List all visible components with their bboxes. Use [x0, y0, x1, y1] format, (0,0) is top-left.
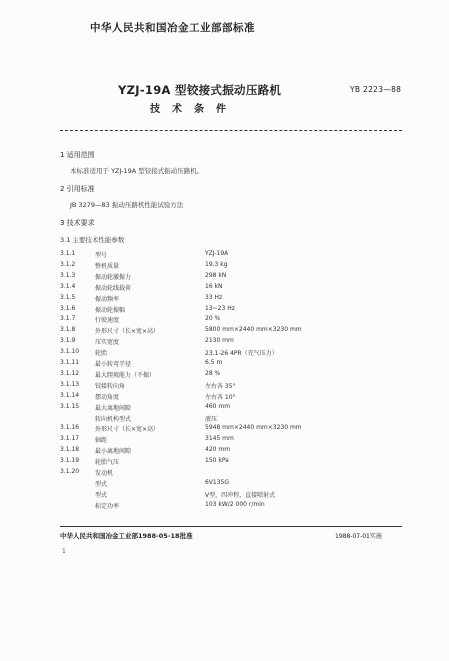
spec-name: 外形尺寸（长×宽×高） — [95, 328, 160, 336]
spec-row — [60, 392, 410, 401]
spec-value: 6V135G — [205, 478, 230, 486]
section-heading-2: 2 引用标准 — [60, 185, 95, 193]
spec-row — [60, 337, 410, 346]
spec-name: 摆动角度 — [95, 393, 120, 401]
spec-number: 3.1.14 — [60, 391, 80, 399]
top-divider — [60, 130, 402, 131]
document-title: YZJ-19A 型铰接式振动压路机 — [118, 83, 282, 97]
page-number: 1 — [62, 548, 66, 555]
spec-value: 液压 — [205, 415, 218, 423]
spec-name: 轮胎气压 — [95, 459, 120, 467]
spec-name: 外形尺寸（长×宽×高） — [95, 426, 160, 434]
standard-organization: 中华人民共和国冶金工业部部标准 — [90, 22, 255, 34]
implementation-date: 1988-07-01实施 — [335, 533, 382, 540]
spec-value: YZJ-19A — [205, 250, 229, 257]
spec-row — [60, 403, 410, 412]
spec-value: 2130 mm — [205, 337, 234, 345]
spec-value: 23.1-26 4PR（充气压力） — [205, 350, 278, 358]
spec-number: 3.1.6 — [60, 304, 76, 312]
spec-value: 33 Hz — [205, 293, 223, 301]
spec-value: 13~23 Hz — [205, 304, 235, 312]
spec-number: 3.1.7 — [60, 315, 76, 323]
spec-value: 20 % — [205, 315, 221, 323]
spec-row — [60, 315, 410, 324]
spec-row — [60, 283, 410, 292]
spec-row — [60, 370, 410, 379]
section-text-1: 本标准适用于 YZJ-19A 型铰接式振动压路机。 — [70, 167, 204, 175]
spec-row — [60, 359, 410, 368]
spec-name: 行驶速度 — [95, 317, 120, 325]
spec-value: 19.3 kg — [205, 260, 228, 268]
spec-number: 3.1.12 — [60, 369, 80, 377]
spec-number: 3.1.18 — [60, 446, 80, 454]
spec-number: 3.1.3 — [60, 271, 76, 279]
spec-number: 3.1.13 — [60, 380, 80, 388]
spec-value: 460 mm — [205, 402, 231, 410]
spec-number: 3.1.17 — [60, 435, 80, 443]
spec-number: 3.1.10 — [60, 348, 80, 356]
spec-value: 298 kN — [205, 271, 227, 279]
spec-name: 整机质量 — [95, 262, 120, 270]
spec-row — [60, 326, 410, 335]
spec-name: 型号 — [95, 252, 108, 259]
spec-number: 3.1.11 — [60, 359, 80, 366]
spec-value: 6.5 m — [205, 359, 223, 366]
spec-name: 最大爬坡能力（不振） — [95, 371, 156, 379]
spec-value: 103 kW/2 000 r/min — [205, 500, 265, 508]
spec-name: 振动轮激振力 — [95, 273, 132, 281]
spec-name: 标定功率 — [95, 502, 120, 510]
spec-value: 5800 mm×2440 mm×3230 mm — [205, 326, 302, 334]
section-text-2: JB 3279—83 振动压路机性能试验方法 — [70, 201, 184, 209]
spec-row — [60, 261, 410, 270]
spec-number: 3.1.19 — [60, 457, 80, 465]
spec-name: 发动机 — [95, 470, 114, 477]
spec-number: 3.1.1 — [60, 250, 76, 257]
spec-value: 16 kN — [205, 282, 223, 290]
spec-number: 3.1.20 — [60, 468, 80, 475]
spec-name: 振动轮振幅 — [95, 306, 126, 314]
spec-row — [60, 294, 410, 303]
spec-value: 150 kPa — [205, 457, 229, 465]
spec-row — [60, 424, 410, 433]
spec-row — [60, 250, 410, 259]
section-text-3: 3.1 主要技术性能参数 — [60, 236, 125, 244]
spec-value: V型，四冲程，直接喷射式 — [205, 491, 276, 499]
spec-number: 3.1.9 — [60, 337, 76, 345]
spec-number: 3.1.8 — [60, 326, 76, 334]
spec-row — [60, 305, 410, 314]
spec-name: 最小转弯半径 — [95, 361, 132, 368]
document-subtitle: 技术条件 — [150, 104, 238, 115]
spec-name: 压实宽度 — [95, 339, 120, 347]
spec-value: 420 mm — [205, 446, 231, 454]
approval-line: 中华人民共和国冶金工业部1988-05-18批准 — [60, 532, 193, 540]
spec-name: 铰接转向角 — [95, 382, 126, 390]
spec-name: 轮胎 — [95, 350, 108, 358]
spec-row — [60, 468, 410, 477]
spec-name: 振动频率 — [95, 295, 120, 303]
spec-row — [60, 348, 410, 357]
spec-row — [60, 272, 410, 281]
spec-name: 最大离地间隙 — [95, 404, 132, 412]
spec-value: 3145 mm — [205, 435, 234, 443]
spec-name: 最小离地间隙 — [95, 448, 132, 456]
spec-number: 3.1.5 — [60, 293, 76, 301]
spec-value: 28 % — [205, 369, 221, 377]
spec-row — [60, 457, 410, 466]
spec-number: 3.1.4 — [60, 282, 76, 290]
section-heading-3: 3 技术要求 — [60, 219, 95, 227]
spec-row — [60, 414, 410, 423]
spec-name: 轴距 — [95, 437, 108, 445]
spec-row — [60, 435, 410, 444]
bottom-divider — [60, 526, 402, 527]
spec-row — [60, 490, 410, 499]
spec-name: 型式 — [95, 491, 108, 499]
spec-value: 左右各 10° — [205, 393, 236, 401]
spec-value: 5948 mm×2440 mm×3230 mm — [205, 424, 302, 432]
spec-number: 3.1.15 — [60, 402, 80, 410]
standard-code: YB 2223—88 — [350, 85, 402, 94]
spec-number: 3.1.16 — [60, 424, 80, 432]
spec-name: 振动轮线载荷 — [95, 284, 132, 292]
spec-row — [60, 446, 410, 455]
spec-row — [60, 501, 410, 510]
spec-row — [60, 479, 410, 488]
spec-row — [60, 381, 410, 390]
spec-value: 左右各 35° — [205, 382, 236, 390]
spec-name: 转向机构型式 — [95, 415, 132, 423]
section-heading-1: 1 适用范围 — [60, 151, 95, 159]
spec-number: 3.1.2 — [60, 260, 76, 268]
spec-name: 型式 — [95, 480, 108, 488]
